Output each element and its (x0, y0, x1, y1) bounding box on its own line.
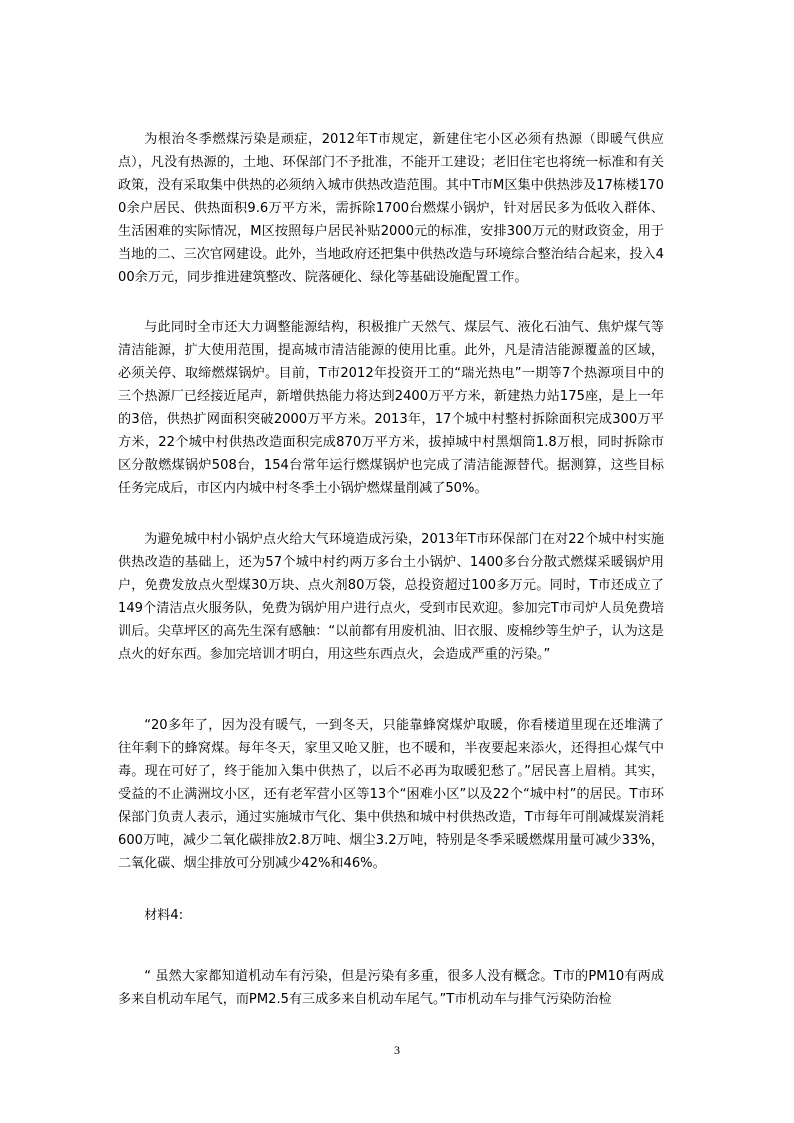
page-number: 3 (394, 1043, 400, 1057)
material-heading: 材料4: (144, 908, 184, 923)
paragraph-resident-quote: “20多年了，因为没有暖气，一到冬天，只能靠蜂窝煤炉取暖，你看楼道里现在还堆满了往年剩下的蜂窝煤。每年冬天，家里又呛又脏，也不暖和，半夜要起来添火，还得担心煤气中毒。现在可好了，终于能加入集中供热了，以后不必再为取暖犯愁了。”居民喜上眉梢。其实，受益的不止满洲坟小区，还有老军营小区等13个“困难小区”以及22个“城中村”的居民。T市环保部门负责人表示，通过实施城市气化、集中供热和城中村供热改造，T市每年可削减煤炭消耗600万吨，减少二氧化碳排放2.8万吨、烟尘3.2万吨，特别是冬季采暖燃煤用量可减少33%，二氧化碳、烟尘排放可分别减少42%和46%。 (118, 718, 664, 871)
paragraph-heating-policy: 为根治冬季燃煤污染是顽症，2012年T市规定，新建住宅小区必须有热源（即暖气供应点），凡没有热源的，土地、环保部门不予批准，不能开工建设；老旧住宅也将统一标准和有关政策，没有采取集中供热的必须纳入城市供热改造范围。其中T市M区集中供热涉及17栋楼1700余户居民、供热面积9.6万平方米，需拆除1700台燃煤小锅炉，针对居民多为低收入群体、生活困难的实际情况，M区按照每户居民补贴2000元的标准，安排300万元的财政资金，用于当地的二、三次官网建设。此外，当地政府还把集中供热改造与环境综合整治结合起来，投入400余万元，同步推进建筑整改、院落硬化、绿化等基础设施配置工作。 (118, 132, 664, 285)
paragraph-energy-structure: 与此同时全市还大力调整能源结构，积极推广天然气、煤层气、液化石油气、焦炉煤气等清洁能源，扩大使用范围，提高城市清洁能源的使用比重。此外，凡是清洁能源覆盖的区域，必须关停、取缔燃煤锅炉。目前，T市2012年投资开工的“瑞光热电”一期等7个热源项目中的三个热源厂已经接近尾声，新增供热能力将达到2400万平方米，新建热力站175座，是上一年的3倍，供热扩网面积突破2000万平方米。2013年，17个城中村整村拆除面积完成300万平方米，22个城中村供热改造面积完成870万平方米，拔掉城中村黑烟筒1.8万根，同时拆除市区分散燃煤锅炉508台，154台常年运行燃煤锅炉也完成了清洁能源替代。据测算，这些目标任务完成后，市区内内城中村冬季土小锅炉燃煤量削减了50%。 (118, 320, 664, 496)
paragraph-clean-ignition: 为避免城中村小锅炉点火给大气环境造成污染，2013年T市环保部门在对22个城中村实施供热改造的基础上，还为57个城中村约两万多台土小锅炉、1400多台分散式燃煤采暖锅炉用户，免费发放点火型煤30万块、点火剂80万袋，总投资超过100多万元。同时，T市还成立了149个清洁点火服务队，免费为锅炉用户进行点火，受到市民欢迎。参加完T市司炉人员免费培训后。尖草坪区的高先生深有感触：“以前都有用废机油、旧衣服、废棉纱等生炉子，认为这是点火的好东西。参加完培训才明白，用这些东西点火，会造成严重的污染。” (118, 532, 664, 662)
paragraph-vehicle-emissions: “ 虽然大家都知道机动车有污染，但是污染有多重，很多人没有概念。T市的PM10有两成多来自机动车尾气，而PM2.5有三成多来自机动车尾气。”T市机动车与排气污染防治检 (118, 969, 664, 1007)
